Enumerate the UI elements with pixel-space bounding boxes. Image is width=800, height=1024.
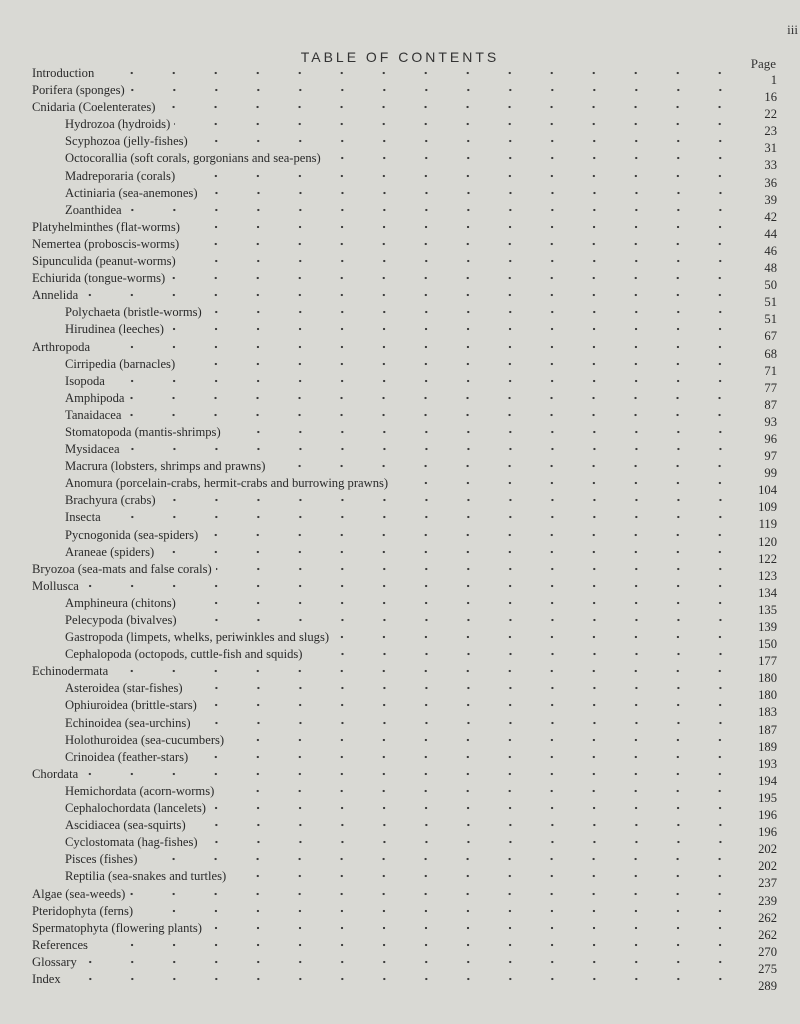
- toc-entry-label: Cephalopoda (octopods, cuttle-fish and squids): [65, 647, 303, 662]
- toc-entry-label: Isopoda: [65, 373, 105, 388]
- dot-leader: [202, 527, 741, 539]
- toc-entry-label: Echiurida (tongue-worms): [32, 271, 166, 286]
- dot-leader: [82, 287, 741, 299]
- toc-entry: [32, 800, 777, 823]
- toc-entry-page: 194: [758, 773, 777, 788]
- toc-entry: [32, 817, 777, 840]
- toc-entry-page: 183: [758, 705, 777, 720]
- toc-entry: [32, 99, 777, 122]
- toc-entry: [32, 509, 777, 532]
- toc-entry-page: 31: [764, 141, 777, 156]
- dot-leader: [128, 390, 741, 402]
- toc-entry: [32, 663, 777, 686]
- toc-entry: [32, 492, 777, 515]
- toc-entry: [32, 680, 777, 703]
- toc-entry-page: 99: [764, 466, 777, 481]
- toc-entry: [32, 150, 777, 173]
- toc-entry-page: 44: [764, 226, 777, 241]
- toc-entry-page: 33: [764, 158, 777, 173]
- toc-entry-label: Amphipoda: [65, 390, 125, 405]
- toc-entry: [32, 270, 777, 293]
- toc-entry: [32, 954, 777, 976]
- dot-leader: [83, 578, 741, 590]
- toc-entry-label: Holothuroidea (sea-cucumbers): [65, 732, 225, 747]
- toc-entry: [32, 612, 777, 634]
- dot-leader: [81, 954, 741, 966]
- dot-leader: [206, 304, 741, 316]
- toc-entry-label: Stomatopoda (mantis-shrimps): [65, 424, 221, 439]
- dot-leader: [168, 321, 741, 333]
- toc-entry-page: 77: [764, 380, 777, 395]
- toc-entry-label: Annelida: [32, 288, 79, 303]
- toc-entry-label: Scyphozoa (jelly-fishes): [65, 134, 188, 149]
- toc-entry-page: 46: [764, 243, 777, 258]
- page-column-header: Page: [750, 56, 776, 71]
- dot-leader: [210, 800, 741, 812]
- toc-entry: [32, 133, 777, 156]
- toc-entry-label: Araneae (spiders): [65, 544, 155, 559]
- toc-entry: [32, 441, 777, 464]
- toc-entry-label: Algae (sea-weeds): [32, 886, 126, 901]
- dot-leader: [65, 971, 741, 983]
- dot-leader: [158, 544, 741, 556]
- toc-entry-page: 202: [758, 842, 777, 857]
- toc-entry-page: 196: [758, 825, 777, 840]
- dot-leader: [190, 817, 741, 829]
- toc-entry-label: Octocorallia (soft corals, gorgonians and sea-pens): [65, 151, 321, 166]
- dot-leader: [202, 185, 741, 197]
- toc-entry: [32, 971, 777, 993]
- toc-entry-page: 51: [764, 312, 777, 327]
- toc-entry-label: Hydrozoa (hydroids): [65, 117, 171, 132]
- toc-entry: [32, 920, 777, 942]
- toc-entry-page: 177: [758, 654, 777, 669]
- toc-entry-page: 139: [758, 620, 777, 634]
- toc-entry: [32, 65, 777, 87]
- toc-entry-label: Bryozoa (sea-mats and false corals): [32, 561, 212, 576]
- toc-entry-label: Mollusca: [32, 578, 79, 593]
- dot-leader: [269, 458, 741, 470]
- toc-entry-label: Gastropoda (limpets, whelks, periwinkles and slugs): [65, 630, 330, 645]
- toc-entry-label: Asteroidea (star-fishes): [65, 681, 183, 696]
- toc-entry-label: Insecta: [65, 510, 101, 525]
- toc-entry-label: Brachyura (crabs): [65, 493, 156, 508]
- toc-entry-label: Platyhelminthes (flat-worms): [32, 219, 180, 234]
- toc-entry: [32, 732, 777, 754]
- toc-entry: [32, 390, 777, 412]
- toc-entry-page: 68: [764, 346, 777, 361]
- dot-leader: [183, 236, 741, 248]
- toc-entry-label: Glossary: [32, 954, 77, 969]
- dot-leader: [307, 646, 742, 658]
- dot-leader: [230, 868, 741, 880]
- toc-entry-page: 109: [758, 500, 777, 515]
- toc-entry-page: 193: [758, 756, 777, 771]
- toc-entry-label: Cnidaria (Coelenterates): [32, 100, 156, 115]
- toc-entry-page: 1: [770, 73, 777, 87]
- toc-entry-label: Crinoidea (feather-stars): [65, 749, 189, 764]
- toc-entry-page: 134: [758, 585, 777, 600]
- toc-entry-label: Anomura (porcelain-crabs, hermit-crabs and burrowing prawns): [65, 476, 389, 491]
- toc-entry-label: Cirripedia (barnacles): [65, 356, 176, 371]
- toc-entry-label: Pteridophyta (ferns): [32, 903, 134, 918]
- dot-leader: [179, 168, 741, 180]
- toc-entry-page: 23: [764, 124, 777, 139]
- page-title: TABLE OF CONTENTS: [300, 49, 500, 66]
- toc-entry-label: Pycnogonida (sea-spiders): [65, 527, 199, 542]
- dot-leader: [325, 150, 741, 162]
- toc-entry-page: 289: [758, 978, 777, 993]
- toc-entry: [32, 851, 777, 874]
- dot-leader: [201, 697, 741, 709]
- table-of-contents: [32, 65, 777, 993]
- dot-leader: [195, 715, 741, 727]
- page-number: iii: [787, 22, 798, 37]
- toc-entry: [32, 373, 777, 395]
- toc-entry: [32, 595, 777, 617]
- toc-entry-label: Cyclostomata (hag-fishes): [65, 835, 198, 850]
- toc-entry: [32, 578, 777, 600]
- dot-leader: [124, 441, 741, 453]
- toc-entry-page: 180: [758, 671, 777, 686]
- toc-entry-page: 48: [764, 261, 777, 276]
- dot-leader: [181, 612, 741, 624]
- toc-entry: [32, 629, 777, 652]
- toc-entry-page: 71: [764, 363, 777, 378]
- dot-leader: [126, 202, 741, 214]
- dot-leader: [192, 133, 741, 145]
- toc-entry-label: Mysidacea: [65, 442, 120, 457]
- dot-leader: [180, 595, 741, 607]
- toc-entry: [32, 407, 777, 429]
- dot-leader: [180, 253, 741, 265]
- dot-leader: [187, 680, 741, 692]
- toc-entry: [32, 424, 777, 446]
- toc-entry-label: Chordata: [32, 766, 79, 781]
- toc-entry: [32, 868, 777, 891]
- toc-entry-page: 202: [758, 859, 777, 874]
- toc-entry: [32, 287, 777, 310]
- toc-entry-label: Index: [32, 971, 61, 986]
- toc-entry: [32, 646, 777, 669]
- toc-entry-page: 262: [758, 927, 777, 942]
- dot-leader: [82, 766, 741, 778]
- toc-entry-label: Echinoidea (sea-urchins): [65, 715, 191, 730]
- toc-entry-page: 97: [764, 449, 777, 464]
- toc-entry-label: Macrura (lobsters, shrimps and prawns): [65, 459, 266, 474]
- dot-leader: [206, 920, 741, 932]
- dot-leader: [160, 492, 741, 504]
- toc-entry-label: Polychaeta (bristle-worms): [65, 305, 202, 320]
- toc-entry-page: 96: [764, 431, 777, 446]
- dot-leader: [94, 339, 741, 351]
- dot-leader: [137, 903, 741, 915]
- toc-entry-label: Arthropoda: [32, 339, 91, 354]
- toc-entry: [32, 561, 777, 583]
- toc-entry: [32, 834, 777, 857]
- dot-leader: [125, 407, 741, 419]
- toc-entry-label: Pisces (fishes): [65, 852, 138, 867]
- toc-entry-label: Ophiuroidea (brittle-stars): [65, 698, 197, 713]
- toc-entry: [32, 903, 777, 925]
- toc-entry-label: Nemertea (proboscis-worms): [32, 236, 180, 251]
- toc-entry-page: 16: [764, 90, 777, 105]
- toc-entry-page: 123: [758, 568, 777, 583]
- toc-entry-page: 67: [764, 329, 777, 344]
- toc-entry: [32, 766, 777, 788]
- toc-entry-page: 270: [758, 944, 777, 959]
- dot-leader: [228, 732, 741, 744]
- toc-entry: [32, 458, 777, 481]
- toc-entry-page: 187: [758, 722, 777, 737]
- toc-entry-page: 39: [764, 192, 777, 207]
- toc-entry-label: References: [32, 937, 88, 952]
- toc-entry-label: Hirudinea (leeches): [65, 322, 164, 337]
- toc-entry-label: Tanaidacea: [65, 407, 122, 422]
- toc-entry: [32, 185, 777, 207]
- dot-leader: [174, 116, 741, 128]
- toc-entry-page: 122: [758, 551, 777, 566]
- dot-leader: [392, 475, 741, 487]
- toc-entry-page: 150: [758, 637, 777, 652]
- toc-entry-page: 22: [764, 107, 777, 122]
- toc-entry: [32, 749, 777, 771]
- toc-entry-page: 42: [764, 209, 777, 224]
- toc-entry: [32, 168, 777, 190]
- dot-leader: [105, 509, 741, 521]
- toc-entry-label: Porifera (sponges): [32, 83, 125, 98]
- dot-leader: [225, 424, 741, 436]
- dot-leader: [92, 937, 741, 949]
- toc-entry-label: Amphineura (chitons): [65, 595, 176, 610]
- toc-entry-label: Cephalochordata (lancelets): [65, 801, 206, 816]
- toc-entry: [32, 356, 777, 378]
- toc-entry-label: Introduction: [32, 66, 95, 80]
- toc-entry-page: 195: [758, 790, 777, 805]
- toc-entry: [32, 202, 777, 224]
- toc-entry-page: 237: [758, 876, 777, 891]
- toc-entry: [32, 321, 777, 344]
- toc-entry-page: 36: [764, 175, 777, 190]
- toc-entry: [32, 339, 777, 361]
- toc-entry-page: 196: [758, 808, 777, 823]
- toc-entry: [32, 116, 777, 139]
- toc-entry-page: 135: [758, 602, 777, 617]
- toc-entry: [32, 475, 777, 498]
- dot-leader: [179, 356, 741, 368]
- toc-entry: [32, 715, 777, 737]
- dot-leader: [184, 219, 741, 231]
- toc-entry: [32, 783, 777, 805]
- toc-entry: [32, 219, 777, 241]
- toc-entry-label: Sipunculida (peanut-worms): [32, 254, 176, 269]
- toc-entry-page: 93: [764, 414, 777, 429]
- toc-entry-page: 180: [758, 688, 777, 703]
- dot-leader: [129, 82, 741, 94]
- toc-entry-label: Madreporaria (corals): [65, 168, 176, 183]
- toc-entry-label: Actiniaria (sea-anemones): [65, 185, 198, 200]
- dot-leader: [159, 99, 741, 111]
- toc-entry: [32, 236, 777, 258]
- toc-entry-page: 189: [758, 739, 777, 754]
- toc-entry-label: Echinodermata: [32, 664, 109, 679]
- dot-leader: [112, 663, 741, 675]
- toc-entry: [32, 527, 777, 549]
- dot-leader: [129, 886, 741, 898]
- toc-entry-label: Hemichordata (acorn-worms): [65, 783, 215, 798]
- toc-entry-page: 119: [758, 517, 777, 532]
- dot-leader: [169, 270, 741, 282]
- dot-leader: [192, 749, 741, 761]
- toc-entry: [32, 82, 777, 105]
- dot-leader: [98, 65, 741, 77]
- toc-entry-page: 275: [758, 961, 777, 976]
- dot-leader: [109, 373, 741, 385]
- dot-leader: [216, 561, 741, 573]
- toc-entry-page: 262: [758, 910, 777, 925]
- toc-entry: [32, 253, 777, 276]
- toc-entry-label: Zoanthidea: [65, 202, 122, 217]
- toc-entry-label: Spermatophyta (flowering plants): [32, 920, 202, 935]
- dot-leader: [141, 851, 741, 863]
- toc-entry-page: 120: [758, 534, 777, 549]
- toc-entry-page: 87: [764, 397, 777, 412]
- dot-leader: [333, 629, 741, 641]
- toc-entry-label: Reptilia (sea-snakes and turtles): [65, 869, 227, 884]
- toc-entry-page: 51: [764, 295, 777, 310]
- toc-entry: [32, 697, 777, 720]
- toc-entry-label: Ascidiacea (sea-squirts): [65, 818, 186, 833]
- toc-entry-page: 50: [764, 278, 777, 293]
- dot-leader: [218, 783, 741, 795]
- dot-leader: [202, 834, 741, 846]
- toc-entry-label: Pelecypoda (bivalves): [65, 613, 177, 627]
- toc-entry: [32, 544, 777, 566]
- toc-entry: [32, 937, 777, 959]
- toc-entry-page: 239: [758, 893, 777, 908]
- toc-entry: [32, 886, 777, 908]
- toc-entry: [32, 304, 777, 327]
- toc-entry-page: 104: [758, 483, 777, 498]
